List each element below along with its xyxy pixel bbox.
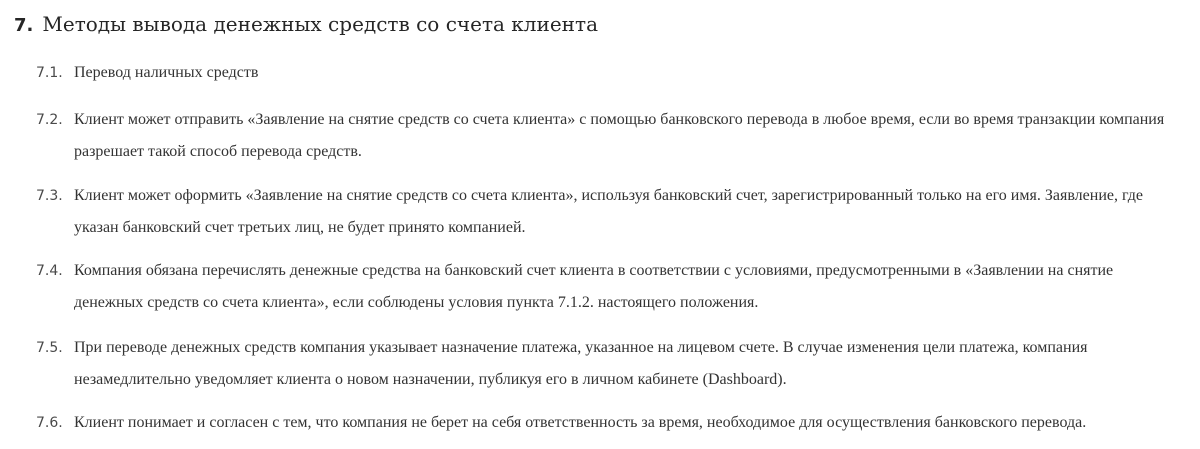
clause-number: 7.5.	[36, 340, 63, 356]
clause-text: Клиент может отправить «Заявление на снятие средств со счета клиента» с помощью банковского перевода в любое время, если во время транзакции компания разрешает такой способ перевода средств.	[74, 111, 1165, 160]
section-title: Методы вывода денежных средств со счета клиента	[42, 12, 598, 36]
clause-7-6	[36, 407, 1186, 439]
section-number: 7.	[14, 15, 34, 36]
clause-number: 7.4.	[36, 263, 63, 279]
clause-text: Клиент может оформить «Заявление на снятие средств со счета клиента», используя банковский счет, зарегистрированный только на его имя. Заявление, где указан банковский счет третьих лиц, не будет принято компанией.	[74, 187, 1143, 236]
clause-number: 7.6.	[36, 415, 63, 431]
clause-7-5	[36, 332, 1186, 396]
clause-7-3	[36, 180, 1186, 244]
clause-7-1	[36, 57, 1186, 89]
clause-7-2	[36, 104, 1186, 168]
clause-text: Перевод наличных средств	[74, 64, 259, 81]
clause-number: 7.2.	[36, 112, 63, 128]
section-heading	[14, 10, 598, 40]
clause-number: 7.3.	[36, 188, 63, 204]
clause-text: При переводе денежных средств компания указывает назначение платежа, указанное на лицевом счете. В случае изменения цели платежа, компания незамедлительно уведомляет клиента о новом назначении, публикуя его в личном кабинете (Dashboard).	[74, 339, 1088, 388]
clause-7-4	[36, 255, 1186, 319]
clause-text: Клиент понимает и согласен с тем, что компания не берет на себя ответственность за время, необходимое для осуществления банковского перевода.	[74, 414, 1087, 431]
clause-text: Компания обязана перечислять денежные средства на банковский счет клиента в соответствии с условиями, предусмотренными в «Заявлении на снятие денежных средств со счета клиента», если соблюдены условия пункта 7.1.2. настоящего положения.	[74, 262, 1114, 311]
clause-number: 7.1.	[36, 65, 63, 81]
